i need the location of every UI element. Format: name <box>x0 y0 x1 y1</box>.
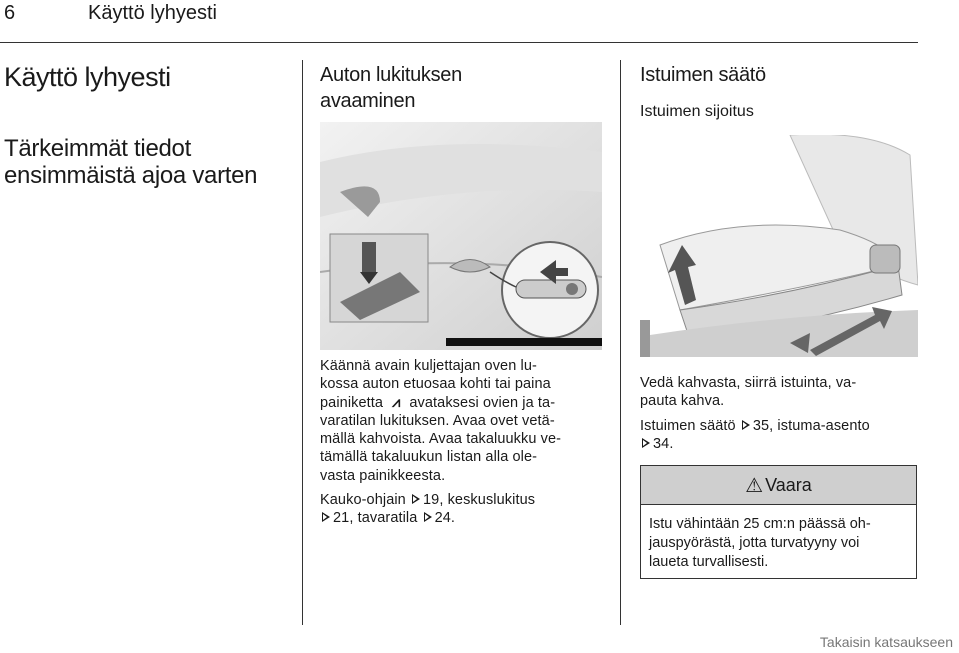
header-rule <box>0 42 918 43</box>
seat-instructions: Vedä kahvasta, siirrä istuinta, va- pauta kahva. Istuimen säätö 35, istuma-asento 34. <box>640 375 870 452</box>
link-remote-control[interactable]: Kauko-ohjain <box>320 492 406 509</box>
unlock-button-icon: ⩘ <box>392 394 401 411</box>
link-seat-adjust[interactable]: Istuimen säätö <box>640 417 736 434</box>
chapter-subtitle: Tärkeimmät tiedot ensimmäistä ajoa varten <box>4 135 258 189</box>
warning-label: Vaara <box>765 474 812 495</box>
page-ref-arrow-icon <box>742 420 750 430</box>
page-ref-arrow-icon <box>424 512 432 522</box>
section-title-unlock: Auton lukituksen avaaminen <box>320 64 462 112</box>
chapter-title: Käyttö lyhyesti <box>4 62 171 92</box>
warning-text: Istu vähintään 25 cm:n päässä oh- jauspyörästä, jotta turvatyyny voi laueta turvallisesti. <box>649 516 871 570</box>
page-ref-19[interactable]: 19, keskuslukitus <box>422 492 536 509</box>
unlock-instructions: Käännä avain kuljettajan oven lu- kossa auton etuosaa kohti tai paina painiketta ⩘ avataksesi ovien ja ta- varatilan lukituksen. Avaa ovet vetä- mällä kahvoista. Avaa takaluukku ve- tämällä takaluukun listan alla ole- vasta painikkeesta. Kauko-ohjain 19, keskuslukitus 21, tavaratila 24. <box>320 358 562 527</box>
car-door-unlock-illustration <box>320 122 602 350</box>
page-ref-21[interactable]: 21, tavaratila <box>333 510 418 527</box>
column-divider-left <box>302 60 303 625</box>
section-title-seat: Istuimen säätö <box>640 64 766 86</box>
page-ref-34[interactable]: 34. <box>653 435 674 452</box>
page-ref-35[interactable]: 35, istuma-asento <box>752 417 870 434</box>
warning-triangle-icon: ⚠ <box>745 473 764 497</box>
page-ref-arrow-icon <box>322 512 330 522</box>
page-ref-arrow-icon <box>412 494 420 504</box>
page-ref-arrow-icon <box>642 438 650 448</box>
page-number: 6 <box>4 2 16 24</box>
page-ref-24[interactable]: 24. <box>434 510 456 527</box>
section-subtitle-seat: Istuimen sijoitus <box>640 103 754 120</box>
warning-header <box>641 466 916 505</box>
column-divider-right <box>620 60 621 625</box>
warning-box <box>640 465 917 579</box>
running-head: Käyttö lyhyesti <box>88 2 217 24</box>
back-to-overview-link[interactable]: Takaisin katsaukseen <box>819 634 953 650</box>
seat-adjust-illustration <box>640 135 918 357</box>
